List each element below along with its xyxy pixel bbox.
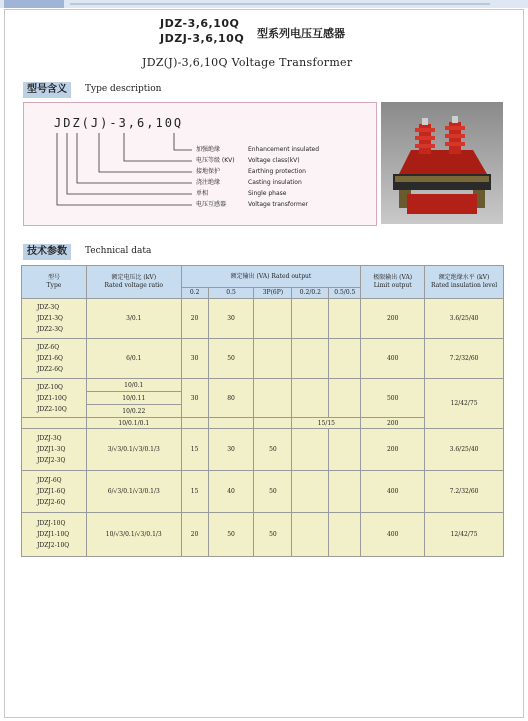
limit-cell: 400 [361,339,425,379]
output-0.2-cell: 15 [181,471,208,513]
limit-cell: 500 [361,379,425,418]
ratio-cell: 6/0.1 [86,339,181,379]
model-cell: JDZJ-3Q JDZJ1-3Q JDZJ2-3Q [22,429,87,471]
ratio-cell: 10/√3/0.1/√3/0.1/3 [86,513,181,557]
output-3p-cell: 50 [254,429,292,471]
title-suffix: 型系列电压互感器 [257,27,345,40]
subheader-0.5-0.5: 0.5/0.5 [329,288,361,299]
tech-section-label-en: Technical data [85,246,152,256]
page-title [160,17,420,51]
output-0.5-cell: 30 [208,429,254,471]
output-0.5-cell: 50 [208,339,254,379]
output-0.2-0.2-cell [292,429,329,471]
model-cell: JDZJ-6Q JDZJ1-6Q JDZJ2-6Q [22,471,87,513]
output-0.5-cell: 40 [208,471,254,513]
subheader-0.5: 0.5 [208,288,254,299]
output-0.2-0.2-cell [292,379,329,418]
title-line-2: JDZJ-3,6,10Q [160,32,245,45]
product-photo [381,102,503,224]
desc-item: 接地保护 Earthing protection [196,168,306,175]
output-3p-cell [254,299,292,339]
limit-cell: 400 [361,513,425,557]
desc-item: 单相 Single phase [196,190,287,197]
ratio-cell: 3/0.1 [86,299,181,339]
output-0.2-cell: 20 [181,513,208,557]
desc-item: 加强绝缘 Enhancement insulated [196,146,320,153]
model-cell: JDZJ-10Q JDZJ1-10Q JDZJ2-10Q [22,513,87,557]
output-0.5-0.5-cell [329,471,361,513]
transformer-image [381,102,503,224]
table-row [22,429,504,471]
model-cell [22,418,87,429]
insulation-cell: 12/42/75 [425,513,504,557]
company-logo [4,0,64,8]
output-0.2-cell: 20 [181,299,208,339]
output-3p-cell: 50 [254,471,292,513]
ratio-cell: 10/0.22 [86,405,181,418]
insulation-cell: 12/42/75 [425,379,504,429]
insulation-cell: 3.6/25/40 [425,299,504,339]
output-0.2-cell: 30 [181,379,208,418]
title-line-1: JDZ-3,6,10Q [160,17,240,30]
ratio-cell: 6/√3/0.1/√3/0.1/3 [86,471,181,513]
header-output: 额定输出 (VA) Rated output [181,266,361,288]
ratio-cell: 10/0.1 [86,379,181,392]
output-0.5-0.5-cell [329,299,361,339]
tech-section-heading [23,244,223,260]
subheader-0.2: 0.2 [181,288,208,299]
output-3p-cell: 50 [254,513,292,557]
output-0.5-0.5-cell [329,513,361,557]
table-row [22,379,504,392]
table-row [22,513,504,557]
ratio-cell: 3/√3/0.1/√3/0.1/3 [86,429,181,471]
table-row [22,471,504,513]
output-0.2-cell: 15 [181,429,208,471]
output-3p-cell [254,339,292,379]
type-section-label-en: Type description [85,84,162,94]
output-0.2-0.2-cell [292,471,329,513]
output-0.5-0.5-cell [329,379,361,418]
output-0.5-cell [208,418,254,429]
output-0.5-cell: 30 [208,299,254,339]
banner-stripe [70,3,490,5]
tech-section-label-cn: 技术参数 [23,244,71,260]
output-0.2-0.2-cell [292,339,329,379]
output-0.2-0.2-cell [292,513,329,557]
subheader-0.2-0.2: 0.2/0.2 [292,288,329,299]
model-code: JDZ(J)-3,6,10Q [54,116,184,130]
output-0.2-cell: 30 [181,339,208,379]
output-0.2-0.2-cell [292,299,329,339]
output-0.2-cell [181,418,208,429]
table-row [22,299,504,339]
technical-data-table [21,265,504,557]
insulation-cell: 7.2/32/60 [425,471,504,513]
limit-cell: 400 [361,471,425,513]
ratio-cell: 10/0.11 [86,392,181,405]
subheader-3p: 3P(6P) [254,288,292,299]
limit-cell: 200 [361,418,425,429]
output-0.5-0.5-cell [329,429,361,471]
limit-cell: 200 [361,429,425,471]
output-3p-cell [254,379,292,418]
header-type: 型号 Type [22,266,87,299]
desc-item: 电压互感器 Voltage transformer [196,201,308,208]
model-cell: JDZ-6Q JDZ1-6Q JDZ2-6Q [22,339,87,379]
output-3p-cell [254,418,292,429]
output-0.5-0.5-cell [329,339,361,379]
header-limit: 极限输出 (VA) Limit output [361,266,425,299]
output-0.5-cell: 50 [208,513,254,557]
desc-item: 电压等级 (KV) Voltage class(kV) [196,157,300,164]
type-description-box [23,102,377,226]
header-insulation: 额定绝缘水平 (kV) Rated insulation level [425,266,504,299]
type-section-heading [23,82,223,98]
model-cell: JDZ-10Q JDZ1-10Q JDZ2-10Q [22,379,87,418]
model-cell: JDZ-3Q JDZ1-3Q JDZ2-3Q [22,299,87,339]
insulation-cell: 3.6/25/40 [425,429,504,471]
ratio-cell: 10/0.1/0.1 [86,418,181,429]
header-ratio: 额定电压比 (kV) Rated voltage ratio [86,266,181,299]
page-subtitle: JDZ(J)-3,6,10Q Voltage Transformer [142,56,353,69]
output-0.2-0.2-cell: 15/15 [292,418,361,429]
top-banner [0,0,528,8]
insulation-cell: 7.2/32/60 [425,339,504,379]
limit-cell: 200 [361,299,425,339]
type-section-label-cn: 型号含义 [23,82,71,98]
table-row [22,339,504,379]
output-0.5-cell: 80 [208,379,254,418]
desc-item: 浇注绝缘 Casting insulation [196,179,302,186]
